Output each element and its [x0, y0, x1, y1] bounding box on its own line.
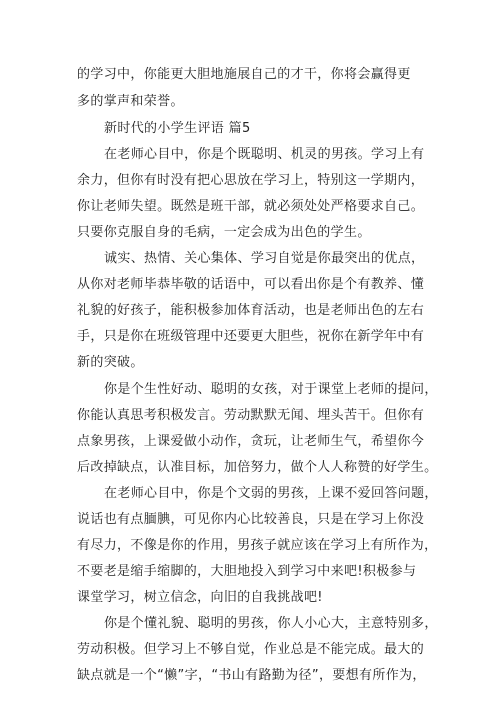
paragraph-line: 只要你克服自身的毛病，一定会成为出色的学生。	[77, 225, 371, 240]
paragraph-line: 你让老师失望。既然是班干部，就必须处处严格要求自己。	[77, 199, 425, 214]
paragraph-line: 多的掌声和荣誉。	[77, 94, 184, 109]
paragraph-line: 从你对老师毕恭毕敬的话语中，可以看出你是个有教养、懂	[77, 277, 425, 292]
paragraph-line: 礼貌的好孩子，能积极参加体育活动，也是老师出色的左右	[77, 303, 425, 318]
paragraph-line: 不要老是缩手缩脚的，大胆地投入到学习中来吧!积极参与	[77, 564, 417, 579]
section-heading: 新时代的小学生评语 篇5	[104, 121, 251, 136]
paragraph-line: 说话也有点腼腆，可见你内心比较善良，只是在学习上你没	[77, 512, 425, 527]
paragraph-line: 劳动积极。但学习上不够自觉，作业总是不能完成。最大的	[77, 642, 425, 657]
paragraph-line: 有尽力，不像是你的作用，男孩子就应该在学习上有所作为，	[77, 538, 438, 553]
paragraph-line: 点象男孩，上课爱做小动作，贪玩，让老师生气，希望你今	[77, 434, 425, 449]
paragraph-line: 你是个懂礼貌、聪明的男孩，你人小心大，主意特别多，	[104, 616, 438, 631]
paragraph-line: 新的突破。	[77, 355, 144, 370]
paragraph-line: 课堂学习，树立信念，向旧的自我挑战吧!	[77, 590, 323, 605]
paragraph-line: 诚实、热情、关心集体、学习自觉是你最突出的优点，	[104, 251, 425, 266]
paragraph-line: 你能认真思考积极发言。劳动默默无闻、埋头苦干。但你有	[77, 408, 425, 423]
paragraph-line: 在老师心目中，你是个文弱的男孩，上课不爱回答问题，	[104, 486, 438, 501]
paragraph-line: 你是个生性好动、聪明的女孩，对于课堂上老师的提问，	[104, 382, 438, 397]
paragraph-line: 后改掉缺点，认准目标，加倍努力，做个人人称赞的好学生。	[77, 460, 438, 475]
paragraph-line: 余力，但你有时没有把心思放在学习上，特别这一学期内，	[77, 173, 425, 188]
paragraph-line: 手，只是你在班级管理中还要更大胆些，祝你在新学年中有	[77, 329, 425, 344]
paragraph-line: 的学习中，你能更大胆地施展自己的才干，你将会赢得更	[77, 67, 411, 82]
paragraph-line: 在老师心目中，你是个既聪明、机灵的男孩。学习上有	[104, 147, 425, 162]
paragraph-line: 缺点就是一个“懒”字，“书山有路勤为径”，要想有所作为，	[77, 668, 426, 683]
